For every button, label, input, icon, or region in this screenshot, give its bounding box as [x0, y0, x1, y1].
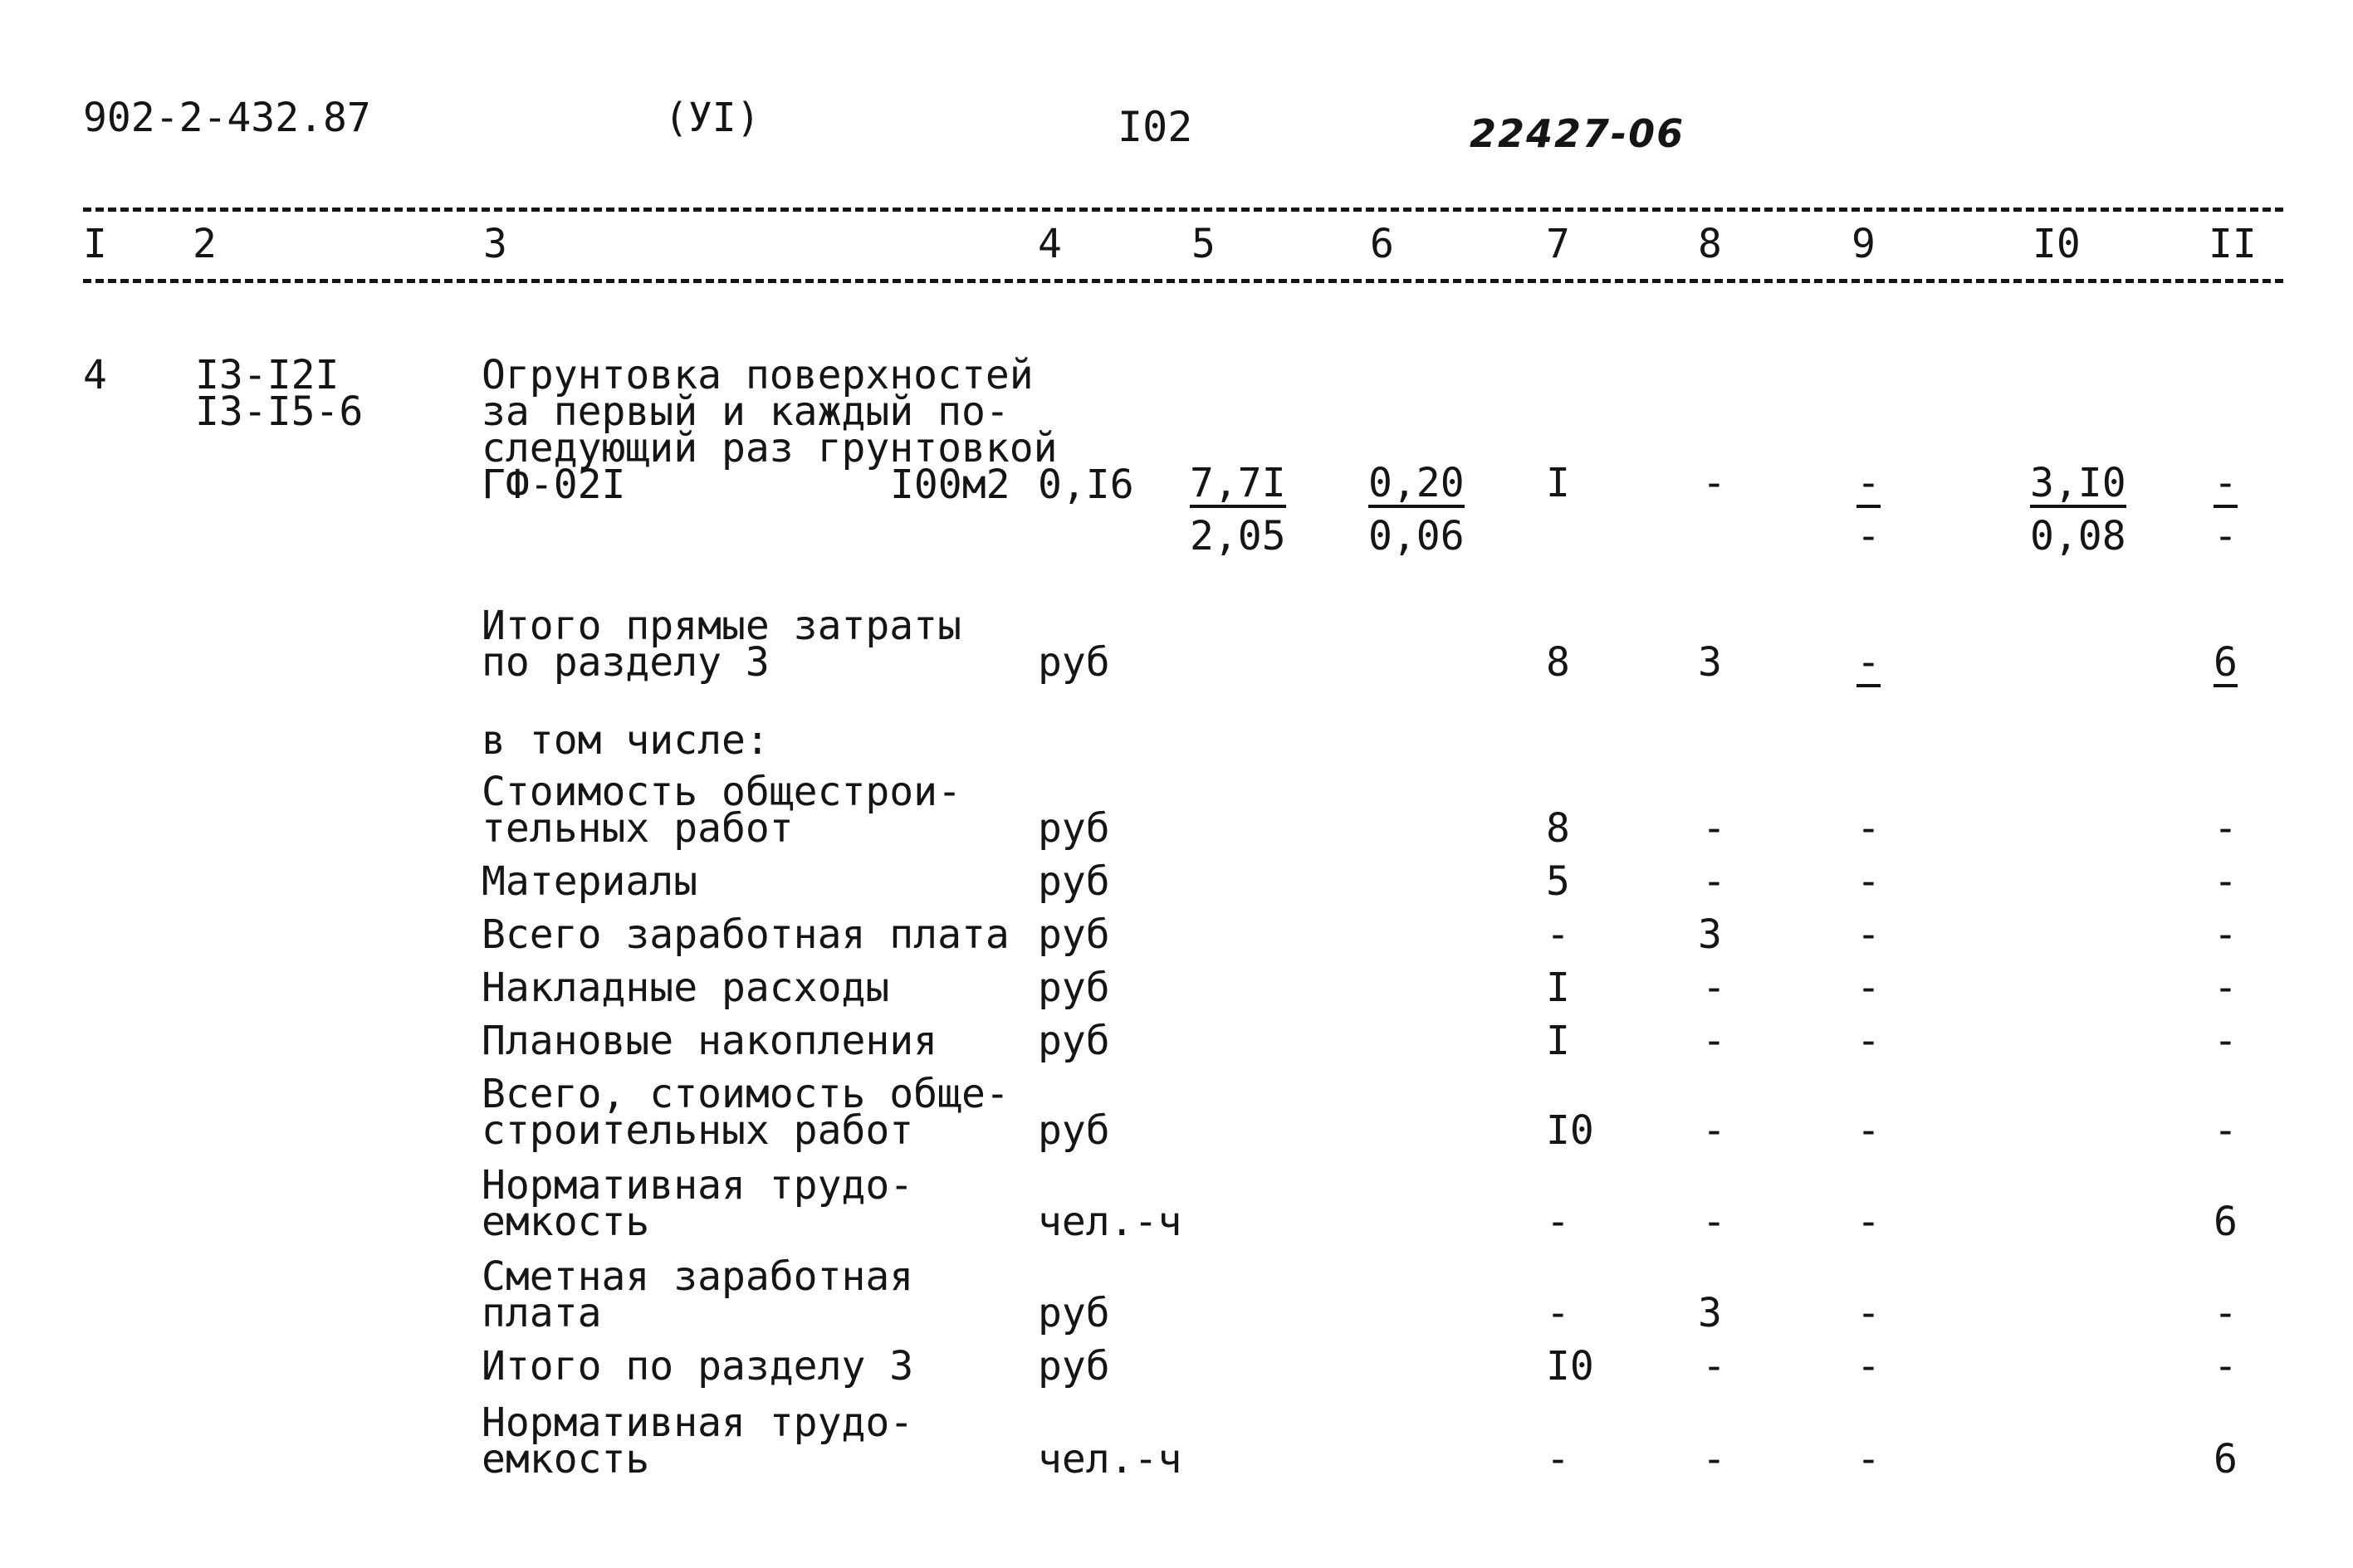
- row-unit: руб: [1038, 965, 1110, 1011]
- row-label-line: Накладные расходы: [482, 965, 890, 1011]
- row-unit: чел.-ч: [1038, 1199, 1182, 1245]
- row-label-line: Итого по разделу 3: [482, 1343, 914, 1390]
- row-col9: -: [1856, 1018, 1881, 1064]
- row-col7: I0: [1546, 1343, 1594, 1390]
- row-col11: -: [2214, 858, 2238, 905]
- header-divider-bottom: [83, 279, 2283, 283]
- row-unit: руб: [1038, 911, 1110, 958]
- row-col9: -: [1856, 965, 1881, 1011]
- row-label-line: Нормативная трудо-: [482, 1162, 914, 1209]
- row-col8: -: [1702, 858, 1726, 905]
- row-col11: -: [2214, 1343, 2238, 1390]
- row-col7: -: [1546, 1199, 1570, 1245]
- row-col11: -: [2214, 911, 2238, 958]
- item-number: 4: [83, 352, 107, 398]
- row-col8: 3: [1698, 911, 1722, 958]
- column-header: 7: [1546, 221, 1570, 267]
- row-unit: руб: [1038, 1018, 1110, 1064]
- album-number: (УI): [664, 95, 761, 141]
- column-header: I: [83, 221, 107, 267]
- row-unit: руб: [1038, 805, 1110, 852]
- row-col11: 6: [2214, 639, 2238, 686]
- item-col8: -: [1702, 460, 1726, 506]
- row-col8: -: [1702, 1436, 1726, 1483]
- row-col11: -: [2214, 1107, 2238, 1154]
- row-unit: руб: [1038, 858, 1110, 905]
- row-unit: руб: [1038, 1107, 1110, 1154]
- row-label-line: Нормативная трудо-: [482, 1399, 914, 1446]
- row-label-line: строительных работ: [482, 1107, 914, 1154]
- row-col7: -: [1546, 911, 1570, 958]
- row-col11: -: [2214, 1018, 2238, 1064]
- row-col11: -: [2214, 965, 2238, 1011]
- item-description-line: ГФ-02I: [482, 462, 626, 508]
- header-divider-top: [83, 208, 2283, 212]
- row-col7: 8: [1546, 639, 1570, 686]
- row-col8: -: [1702, 1107, 1726, 1154]
- row-col8: -: [1702, 1343, 1726, 1390]
- row-col11: -: [2214, 1290, 2238, 1336]
- row-col7: I0: [1546, 1107, 1594, 1154]
- item-code: I3-I5-6: [195, 388, 364, 435]
- row-col7: -: [1546, 1290, 1570, 1336]
- item-col7: I: [1546, 460, 1570, 506]
- row-label-line: емкость: [482, 1199, 650, 1245]
- item-col5-bottom: 2,05: [1190, 513, 1286, 559]
- item-col5-top: 7,7I: [1190, 460, 1286, 506]
- row-col7: I: [1546, 965, 1570, 1011]
- row-label-line: Материалы: [482, 858, 698, 905]
- row-col9: -: [1856, 1107, 1881, 1154]
- row-col8: -: [1702, 805, 1726, 852]
- row-col8: 3: [1698, 639, 1722, 686]
- row-col9: -: [1856, 1290, 1881, 1336]
- row-unit: руб: [1038, 639, 1110, 686]
- item-col9-bottom: -: [1856, 513, 1881, 559]
- row-col11: 6: [2214, 1436, 2238, 1483]
- row-col11: 6: [2214, 1199, 2238, 1245]
- item-code: I3-I2I: [195, 352, 340, 398]
- row-col9: -: [1856, 1199, 1881, 1245]
- row-unit: руб: [1038, 1290, 1110, 1336]
- item-col10-bottom: 0,08: [2030, 513, 2126, 559]
- row-label-line: Сметная заработная: [482, 1253, 914, 1300]
- row-label-line: тельных работ: [482, 805, 794, 852]
- item-unit: I00м2: [890, 462, 1010, 508]
- column-header: 2: [193, 221, 217, 267]
- row-unit: чел.-ч: [1038, 1436, 1182, 1483]
- row-label-line: Всего заработная плата: [482, 911, 1010, 958]
- row-label-line: Всего, стоимость обще-: [482, 1071, 1010, 1117]
- row-col9: -: [1856, 858, 1881, 905]
- row-col8: -: [1702, 965, 1726, 1011]
- document-code: 902-2-432.87: [83, 95, 371, 141]
- column-header: 8: [1698, 221, 1722, 267]
- row-col8: -: [1702, 1199, 1726, 1245]
- column-header: 6: [1370, 221, 1394, 267]
- column-header: I0: [2033, 221, 2081, 267]
- row-label-line: Плановые накопления: [482, 1018, 938, 1064]
- column-header: 9: [1852, 221, 1876, 267]
- row-col11: -: [2214, 805, 2238, 852]
- column-header: 4: [1038, 221, 1062, 267]
- item-col11-top: -: [2214, 460, 2238, 506]
- including-label: в том числе:: [482, 717, 770, 764]
- row-label-line: Стоимость общестрои-: [482, 769, 961, 815]
- item-col10-top: 3,I0: [2030, 460, 2126, 506]
- row-col9: -: [1856, 805, 1881, 852]
- item-col9-top: -: [1856, 460, 1881, 506]
- row-col7: I: [1546, 1018, 1570, 1064]
- item-col6-top: 0,20: [1368, 460, 1465, 506]
- page-number: I02: [1118, 103, 1193, 151]
- item-description-line: следующий раз грунтовкой: [482, 425, 1058, 471]
- row-col9: -: [1856, 911, 1881, 958]
- row-label-line: по разделу 3: [482, 639, 770, 686]
- row-label-line: емкость: [482, 1436, 650, 1483]
- row-col7: 8: [1546, 805, 1570, 852]
- row-unit: руб: [1038, 1343, 1110, 1390]
- row-label-line: Итого прямые затраты: [482, 603, 961, 649]
- column-header: 3: [483, 221, 507, 267]
- item-col6-bottom: 0,06: [1368, 513, 1465, 559]
- row-label-line: плата: [482, 1290, 602, 1336]
- row-col9: -: [1856, 639, 1881, 686]
- column-header: 5: [1191, 221, 1216, 267]
- item-col11-bottom: -: [2214, 513, 2238, 559]
- item-description-line: Огрунтовка поверхностей: [482, 352, 1034, 398]
- item-quantity: 0,I6: [1038, 462, 1134, 508]
- item-description-line: за первый и каждый по-: [482, 388, 1010, 435]
- row-col8: 3: [1698, 1290, 1722, 1336]
- column-header: II: [2209, 221, 2257, 267]
- row-col8: -: [1702, 1018, 1726, 1064]
- row-col7: -: [1546, 1436, 1570, 1483]
- row-col7: 5: [1546, 858, 1570, 905]
- row-col9: -: [1856, 1436, 1881, 1483]
- row-col9: -: [1856, 1343, 1881, 1390]
- inventory-number: 22427-06: [1470, 111, 1685, 156]
